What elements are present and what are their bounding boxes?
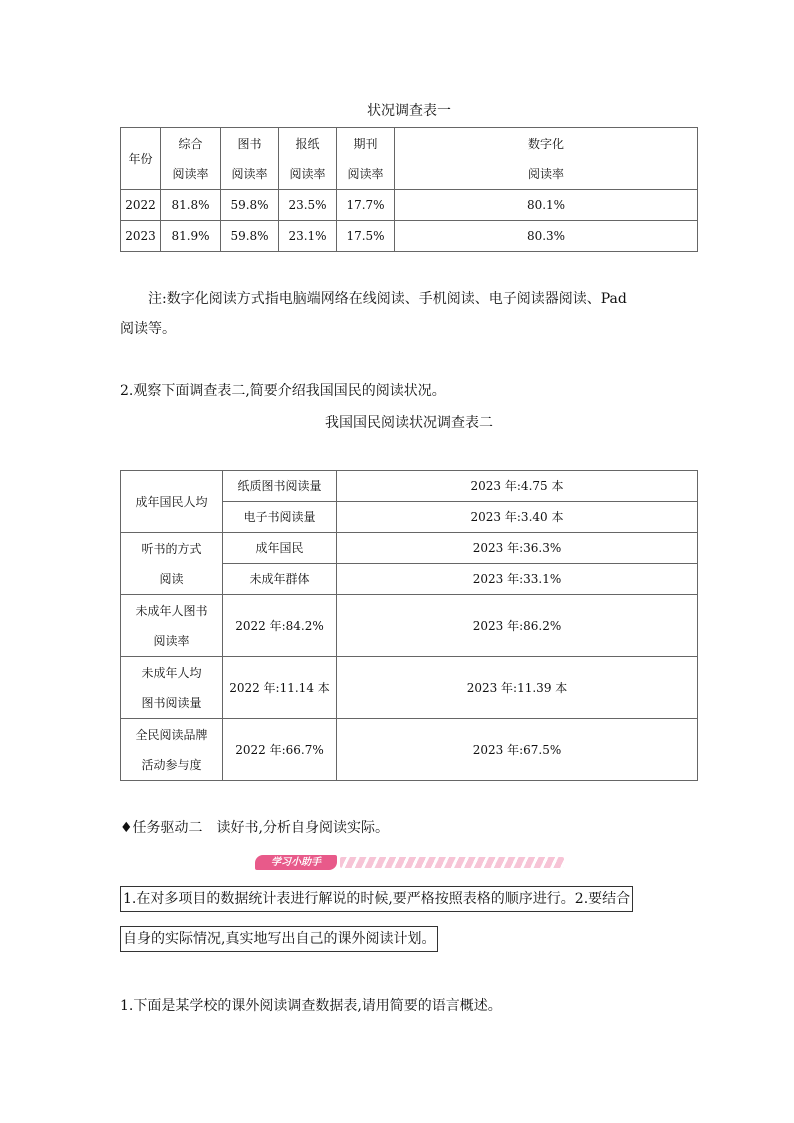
table-cell: 2022 年:84.2% <box>223 595 337 657</box>
table-row <box>121 533 698 564</box>
table-cell: 80.3% <box>395 221 698 252</box>
header-cell: 期刊 阅读率 <box>337 128 395 190</box>
table-cell: 81.8% <box>161 190 221 221</box>
study-helper-badge: 学习小助手 <box>255 855 337 870</box>
table-cell: 81.9% <box>161 221 221 252</box>
table-cell: 2023 年:3.40 本 <box>337 502 698 533</box>
table-row <box>121 471 698 502</box>
row-label: 全民阅读品牌 活动参与度 <box>121 719 223 781</box>
helper-note-line-1: 1.在对多项目的数据统计表进行解说的时候,要严格按照表格的顺序进行。2.要结合 <box>120 886 633 912</box>
table-row <box>121 221 698 252</box>
row-label: 未成年人均 图书阅读量 <box>121 657 223 719</box>
table-cell: 2023 年:36.3% <box>337 533 698 564</box>
row-label: 未成年人图书 阅读率 <box>121 595 223 657</box>
sub-label: 成年国民 <box>223 533 337 564</box>
header-cell: 报纸 阅读率 <box>279 128 337 190</box>
cell-year: 2022 <box>121 190 161 221</box>
reading-survey-table-1 <box>120 127 698 252</box>
table-cell: 59.8% <box>221 190 279 221</box>
table2-title: 我国国民阅读状况调查表二 <box>325 415 493 431</box>
table-cell: 2022 年:11.14 本 <box>223 657 337 719</box>
table-cell: 23.1% <box>279 221 337 252</box>
table-row <box>121 719 698 781</box>
row-label: 成年国民人均 <box>121 471 223 533</box>
header-cell: 数字化 阅读率 <box>395 128 698 190</box>
header-cell: 综合 阅读率 <box>161 128 221 190</box>
decorative-stripes <box>340 857 564 868</box>
table-row <box>121 595 698 657</box>
question-2: 2.观察下面调查表二,简要介绍我国国民的阅读状况。 <box>120 383 446 399</box>
header-year: 年份 <box>121 128 161 190</box>
table-cell: 2023 年:67.5% <box>337 719 698 781</box>
note-line-1: 注:数字化阅读方式指电脑端网络在线阅读、手机阅读、电子阅读器阅读、Pad <box>148 291 627 307</box>
table-cell: 59.8% <box>221 221 279 252</box>
header-cell: 图书 阅读率 <box>221 128 279 190</box>
row-label: 听书的方式 阅读 <box>121 533 223 595</box>
question-1: 1.下面是某学校的课外阅读调查数据表,请用简要的语言概述。 <box>120 998 502 1014</box>
table-cell: 2022 年:66.7% <box>223 719 337 781</box>
note-line-2: 阅读等。 <box>120 321 176 337</box>
table-cell: 2023 年:11.39 本 <box>337 657 698 719</box>
helper-note-line-2: 自身的实际情况,真实地写出自己的课外阅读计划。 <box>120 926 438 952</box>
table-cell: 2023 年:4.75 本 <box>337 471 698 502</box>
table-row <box>121 190 698 221</box>
table1-title: 状况调查表一 <box>367 103 451 119</box>
table-cell: 17.5% <box>337 221 395 252</box>
sub-label: 电子书阅读量 <box>223 502 337 533</box>
table-row <box>121 657 698 719</box>
table-header-row <box>121 128 698 190</box>
sub-label: 纸质图书阅读量 <box>223 471 337 502</box>
reading-survey-table-2 <box>120 470 698 781</box>
table-cell: 17.7% <box>337 190 395 221</box>
table-cell: 2023 年:33.1% <box>337 564 698 595</box>
sub-label: 未成年群体 <box>223 564 337 595</box>
table-cell: 80.1% <box>395 190 698 221</box>
table-cell: 23.5% <box>279 190 337 221</box>
table-cell: 2023 年:86.2% <box>337 595 698 657</box>
task-2-heading: ♦任务驱动二 读好书,分析自身阅读实际。 <box>120 820 389 836</box>
cell-year: 2023 <box>121 221 161 252</box>
